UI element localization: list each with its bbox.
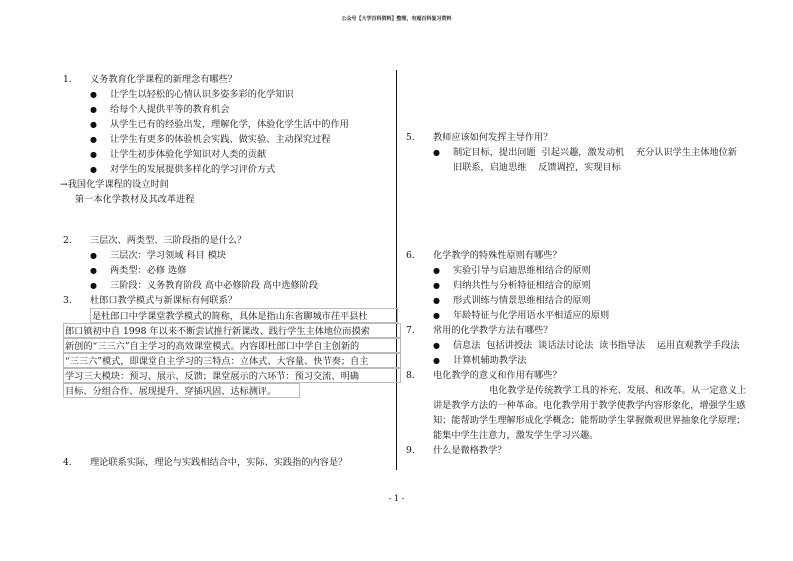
bullet-icon: ● (90, 266, 97, 275)
question-title: 教师应该如何发挥主导作用？ (433, 132, 553, 143)
bullet-icon: ● (90, 135, 97, 144)
question-number: 7. (406, 325, 415, 336)
question-title: 杜郎口教学模式与新课标有何联系？ (90, 295, 237, 306)
list-item: ● 信息法 包括讲授法 谈话法讨论法 读书指导法 运用直观教学手段法 (433, 340, 740, 351)
bullet-icon: ● (433, 296, 440, 305)
list-item: ● 制定目标，提出问题 引起兴趣，激发动机 充分认识学生主体地位新旧联系，启迪思维 反馈调控，实现目标 (433, 147, 737, 173)
question-title: 义务教育化学课程的新理念有哪些？ (90, 74, 237, 85)
bullet-icon: ● (433, 311, 440, 320)
list-item: ● 从学生已有的经验出发，理解化学，体验化学生活中的作用 (90, 119, 349, 130)
paragraph-line: 是杜郎口中学课堂教学模式的简称，具体是指山东省聊城市茌平县杜 (90, 308, 398, 323)
question-number: 5. (406, 132, 415, 143)
bullet-icon: ● (90, 105, 97, 114)
list-item: ● 给每个人提供平等的教育机会 (90, 104, 230, 115)
left-column (60, 72, 398, 207)
question-6 (406, 248, 746, 263)
question-number: 9. (406, 445, 415, 456)
paragraph-line: 目标、分组合作、展现提升、穿插巩固、达标测评。 (63, 383, 300, 398)
question-4 (63, 455, 398, 470)
bullet-icon: ● (433, 148, 440, 157)
question-title: 理论联系实际，理论与实践相结合中，实际、实践指的内容是？ (90, 457, 348, 468)
answer-paragraph: 电化教学是传统教学工具的补充、发展、和改革。从一定意义上讲是教学方法的一种革命。电化教学用于教学使教学内容形象化，增强学生感知；能帮助学生理解形成化学概念；能帮助学生掌握微观世界抽象化学原理；能集中学生注意力，激发学生学习兴趣。 (433, 385, 747, 441)
paragraph-line: 郎口镇初中自 1998 年以来不断尝试推行新课改、践行学生主体地位而摸索 (63, 323, 401, 338)
list-item: ● 三层次：学习领域 科目 模块 (90, 250, 227, 261)
list-item: ● 两类型：必修 选修 (90, 265, 187, 276)
list-item: ● 让学生有更多的体验机会实践、做实验、主动探究过程 (90, 134, 331, 145)
question-5 (406, 130, 746, 145)
bullet-icon: ● (433, 341, 440, 350)
question-title: 三层次、两类型、三阶段指的是什么？ (90, 235, 247, 246)
bullet-icon: ● (90, 150, 97, 159)
question-2 (63, 233, 398, 248)
question-number: 4. (63, 457, 72, 468)
paragraph-line: 新创的“三三六”自主学习的高效课堂模式。内容即杜郎口中学自主创新的 (63, 338, 401, 353)
note-line: →我国化学课程的设立时间 (60, 179, 169, 190)
list-item: ● 计算机辅助教学法 (433, 355, 527, 366)
bullet-icon: ● (90, 165, 97, 174)
bullet-icon: ● (90, 90, 97, 99)
list-item: ● 让学生以轻松的心情认识多姿多彩的化学知识 (90, 89, 294, 100)
list-item: ● 年龄特征与化学用语水平相适应的原则 (433, 310, 610, 321)
answer-paragraph (63, 308, 401, 398)
question-title: 什么是微格教学？ (433, 445, 507, 456)
question-3 (63, 293, 398, 308)
list-item: ● 实验引导与启迪思维相结合的原则 (433, 265, 591, 276)
list-item: ● 形式训练与情景思维相结合的原则 (433, 295, 591, 306)
page-number: - 1 - (388, 494, 405, 503)
right-column-section-6 (406, 248, 746, 458)
question-title: 化学教学的特殊性原则有哪些？ (433, 250, 562, 261)
bullet-icon: ● (90, 120, 97, 129)
question-9 (406, 443, 746, 458)
paragraph-line: 学习三大模块：预习、展示、反馈；课堂展示的六环节：预习交流、明确 (63, 368, 401, 383)
bullet-icon: ● (433, 281, 440, 290)
question-number: 6. (406, 250, 415, 261)
right-column-section-5 (406, 130, 746, 175)
question-number: 3. (63, 295, 72, 306)
list-item: ● 归纳共性与分析特征相结合的原则 (433, 280, 591, 291)
question-1 (63, 72, 398, 87)
bullet-icon: ● (90, 281, 97, 290)
question-number: 2. (63, 235, 72, 246)
question-8 (406, 368, 746, 383)
left-column-section-2 (63, 233, 398, 398)
paragraph-line: “三三六”模式，即课堂自主学习的三特点：立体式、大容量、快节奏；自主 (63, 353, 401, 368)
list-item: ● 对学生的发展提供多样化的学习评价方式 (90, 164, 276, 175)
bullet-icon: ● (433, 356, 440, 365)
question-number: 1. (63, 74, 72, 85)
question-title: 常用的化学教学方法有哪些？ (433, 325, 553, 336)
question-title: 电化教学的意义和作用有哪些？ (433, 370, 562, 381)
page-header: 公众号【大学百科资料】整理，有超百科复习资料 (341, 16, 452, 22)
question-7 (406, 323, 746, 338)
note-line: 第一本化学教材及其改革进程 (75, 194, 195, 205)
list-item: ● 让学生初步体验化学知识对人类的贡献 (90, 149, 267, 160)
question-number: 8. (406, 370, 415, 381)
left-column-section-4 (63, 455, 398, 470)
bullet-icon: ● (90, 251, 97, 260)
list-item: ● 三阶段：义务教育阶段 高中必修阶段 高中选修阶段 (90, 280, 318, 291)
bullet-icon: ● (433, 266, 440, 275)
